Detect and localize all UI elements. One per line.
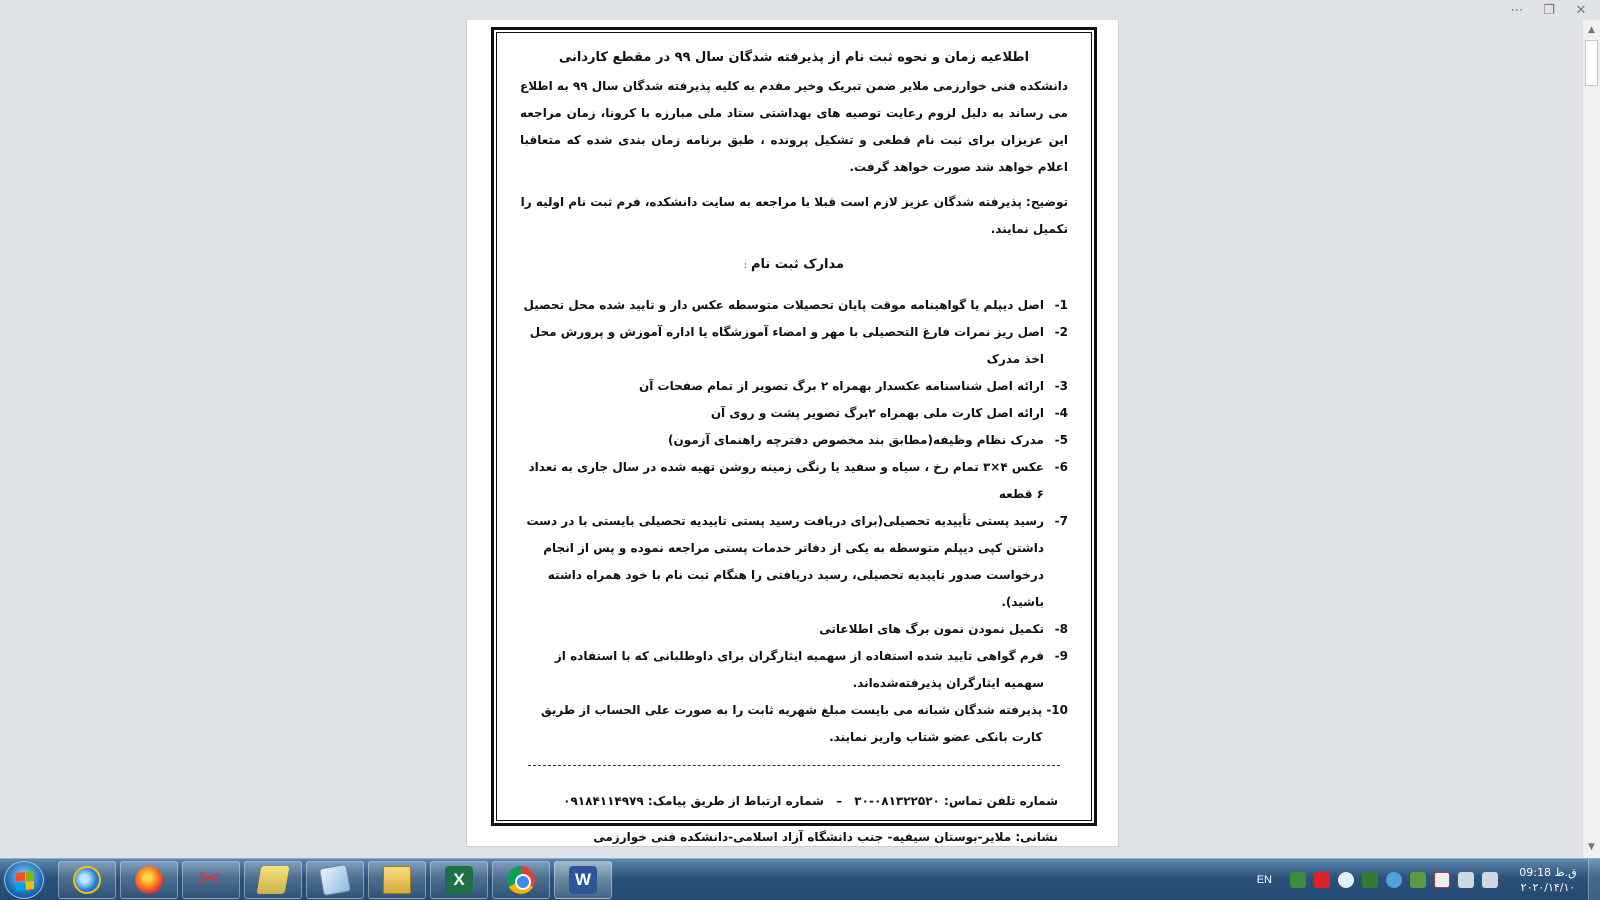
window-controls [1480,0,1600,20]
clock[interactable] [1508,865,1588,895]
intro-paragraph: دانشکده فنی خوارزمی ملایر ضمن تبریک وخیر مقدم به کلیه پذیرفته شدگان سال ۹۹ به اطلاع می رساند به دلیل لزوم رعایت توصیه های بهداشتی ستاد ملی مبارزه با کرونا، زمان مراجعه این عزیزان برای ثبت نام قطعی و تشکیل پرونده ، طبق برنامه زمان بندی شده که متعاقبا اعلام خواهد شد صورت خواهد گرفت. [520,79,1068,174]
item-number: 5- [1054,433,1068,447]
folder-icon [257,866,290,894]
flag-icon[interactable] [1434,872,1450,888]
excel-icon: X [445,866,473,894]
clock-time: 09:18 ق.ظ [1519,866,1577,879]
taskbar-folder-button[interactable] [244,861,302,899]
media-icon[interactable] [1314,872,1330,888]
list-item [520,400,1068,427]
docs-heading-text: مدارک ثبت نام [750,257,845,272]
vertical-scrollbar[interactable] [1582,20,1600,858]
restore-icon[interactable]: ❐ [1543,2,1555,18]
contact-line [506,788,1082,814]
show-desktop-button[interactable] [1588,859,1600,900]
security-icon[interactable] [1290,872,1306,888]
item-text: ارائه اصل شناسنامه عکسدار بهمراه ۲ برگ تصویر از تمام صفحات آن [639,379,1044,393]
cloud-icon[interactable] [1338,872,1354,888]
taskbar-ie-button[interactable] [58,861,116,899]
item-text: اصل دیپلم یا گواهینامه موقت پایان تحصیلات متوسطه عکس دار و تایید شده محل تحصیل [523,298,1044,312]
documents-list [506,292,1082,751]
docs-heading-colon: : [743,261,747,271]
list-item [520,454,1068,508]
item-number: 2- [1054,325,1068,339]
scroll-down-icon[interactable]: ▼ [1588,842,1595,852]
taskbar [0,858,1600,900]
language-indicator[interactable]: EN [1256,874,1272,886]
file-explorer-icon [383,866,411,894]
snipping-tool-icon [197,866,225,894]
volume-icon[interactable] [1482,872,1498,888]
item-number: 10- [1046,703,1068,717]
dashed-divider [528,765,1060,766]
item-text: اصل ریز نمرات فارغ التحصیلی با مهر و امضاء آموزشگاه یا اداره آموزش و پرورش محل اخذ مدرک [529,325,1044,366]
scroll-thumb[interactable] [1585,40,1598,86]
page-border [491,27,1097,844]
network-icon[interactable] [1458,872,1474,888]
item-number: 4- [1054,406,1068,420]
usb-icon[interactable] [1410,872,1426,888]
list-item [520,643,1068,697]
close-icon[interactable]: ✕ [1575,2,1587,18]
item-number: 3- [1054,379,1068,393]
item-text: فرم گواهی تایید شده استفاده از سهمیه ایثارگران برای داوطلبانی که با استفاده از سهمیه ایثارگران پذیرفته‌شده‌اند. [554,649,1044,690]
firefox-icon [135,866,163,894]
start-button[interactable] [4,861,44,899]
item-text: مدرک نظام وظیفه(مطابق بند مخصوص دفترچه راهنمای آزمون) [667,433,1044,447]
chrome-icon [507,866,535,894]
docs-heading [506,253,1082,278]
phone-value: ۰۸۱۳۲۲۵۲۰-۳۰ [854,794,940,808]
scroll-up-icon[interactable]: ▲ [1588,25,1595,35]
list-item [520,319,1068,373]
list-item [520,697,1068,751]
item-text: ارائه اصل کارت ملی بهمراه ۲برگ تصویر پشت و روی آن [710,406,1044,420]
list-item [520,373,1068,400]
address-line: نشانی: ملایر-بوستان سیفیه- جنب دانشگاه آزاد اسلامی-دانشکده فنی خوارزمی [593,830,1058,844]
item-number: 8- [1054,622,1068,636]
item-number: 1- [1054,298,1068,312]
info-icon[interactable] [1386,872,1402,888]
network-shield-icon[interactable] [1362,872,1378,888]
notepad-icon [319,864,351,896]
phone-separator: – [836,794,843,808]
document-title: اطلاعیه زمان و نحوه ثبت نام از پذیرفته شدگان سال ۹۹ در مقطع کاردانی [558,50,1030,65]
sms-value: ۰۹۱۸۴۱۱۴۹۷۹ [563,794,644,808]
word-icon: W [569,866,597,894]
item-number: 9- [1054,649,1068,663]
item-number: 7- [1054,514,1068,528]
sms-label: شماره ارتباط از طریق پیامک: [647,794,824,808]
item-text: پذیرفته شدگان شبانه می بایست مبلغ شهریه ثابت را به صورت علی الحساب از طریق کارت بانکی عضو شتاب واریز نمایند. [541,703,1043,744]
item-number: 6- [1054,460,1068,474]
taskbar-explorer-button[interactable] [368,861,426,899]
more-options-icon[interactable]: ⋯ [1510,2,1524,18]
taskbar-snipping-button[interactable] [182,861,240,899]
list-item [520,427,1068,454]
system-tray [1257,859,1600,900]
taskbar-chrome-button[interactable] [492,861,550,899]
item-text: تکمیل نمودن نمون برگ های اطلاعاتی [819,622,1044,636]
internet-explorer-icon [73,866,101,894]
taskbar-firefox-button[interactable] [120,861,178,899]
item-text: رسید پستی تأییدیه تحصیلی(برای دریافت رسید پستی تاییدیه تحصیلی بایستی با در دست داشتن کپی دیپلم متوسطه به یکی از دفاتر خدمات پستی مراجعه نموده و پس از انجام درخواست صدور تاییدیه تحصیلی، رسید دریافتی را هنگام ثبت نام با خود همراه داشته باشید). [526,514,1044,609]
document-page[interactable] [466,20,1119,847]
item-text: عکس ۴×۳ تمام رخ ، سیاه و سفید یا رنگی زمینه روشن تهیه شده در سال جاری به تعداد ۶ قطعه [528,460,1044,501]
list-item [520,292,1068,319]
list-item [520,508,1068,616]
taskbar-word-button[interactable] [554,861,612,899]
list-item [520,616,1068,643]
document-content[interactable] [506,30,1082,886]
taskbar-notepad-button[interactable] [306,861,364,899]
windows-logo-icon [16,871,34,891]
taskbar-excel-button[interactable] [430,861,488,899]
phone-label: شماره تلفن تماس: [944,794,1058,808]
note-paragraph: توضیح: پذیرفته شدگان عزیز لازم است قبلا با مراجعه به سایت دانشکده، فرم ثبت نام اولیه را تکمیل نمایند. [520,195,1068,236]
clock-date: ۲۰۲۰/۱۴/۱۰ [1520,881,1576,894]
